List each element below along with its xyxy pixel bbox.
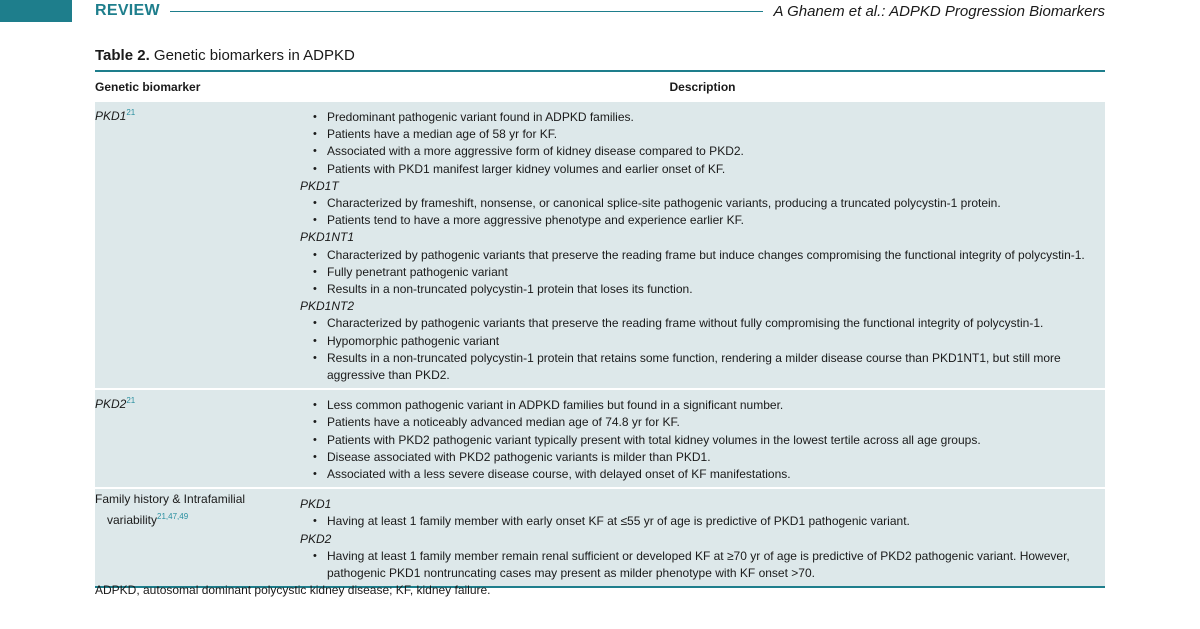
- table-caption-text: Genetic biomarkers in ADPKD: [153, 47, 355, 64]
- list-item: • Fully penetrant pathogenic variant: [300, 264, 1101, 281]
- list-item: • Having at least 1 family member with early onset KF at ≤55 yr of age is predictive of PKD1 pathogenic variant.: [300, 513, 1101, 530]
- bullet-list: [300, 548, 1101, 582]
- list-item: • Characterized by frameshift, nonsense, or canonical splice-site pathogenic variants, producing a truncated polycystin-1 protein.: [300, 195, 1101, 212]
- list-item: • Predominant pathogenic variant found in ADPKD families.: [300, 109, 1101, 126]
- list-item: • Having at least 1 family member remain renal sufficient or developed KF at ≥70 yr of age is predictive of PKD2 pathogenic variant. However, pathogenic PKD1 nontruncating cases may present as milder phenotype with KF onset >70.: [300, 548, 1101, 582]
- biomarker-label: Family history & Intrafamilial: [95, 492, 246, 507]
- list-item: • Patients have a noticeably advanced median age of 74.8 yr for KF.: [300, 414, 1101, 431]
- bullet-list: [300, 315, 1101, 384]
- reference-citation: 21: [126, 396, 136, 406]
- reference-citation: 21: [126, 108, 136, 117]
- running-title: A Ghanem et al.: ADPKD Progression Biomarkers: [773, 2, 1105, 20]
- biomarker-cell: [95, 102, 300, 388]
- column-header-description: Description: [669, 80, 736, 94]
- list-item: • Associated with a less severe disease course, with delayed onset of KF manifestations.: [300, 466, 1101, 483]
- list-item: • Associated with a more aggressive form of kidney disease compared to PKD2.: [300, 143, 1101, 160]
- subgroup-title: PKD1: [300, 497, 332, 512]
- biomarker-label: PKD2: [95, 397, 127, 412]
- list-item: • Characterized by pathogenic variants that preserve the reading frame without fully compromising the functional integrity of polycystin-1.: [300, 315, 1101, 332]
- biomarker-label-cont: [95, 508, 300, 529]
- list-item: • Less common pathogenic variant in ADPKD families but found in a significant number.: [300, 397, 1101, 414]
- list-item: • Patients with PKD2 pathogenic variant typically present with total kidney volumes in the lowest tertile across all age groups.: [300, 432, 1101, 449]
- table-caption-label: Table 2.: [95, 47, 150, 64]
- table-row: [95, 388, 1105, 487]
- subgroup-title: PKD1NT2: [300, 299, 355, 314]
- list-item: • Patients tend to have a more aggressive phenotype and experience earlier KF.: [300, 212, 1101, 229]
- description-cell: [300, 102, 1105, 388]
- biomarker-label-line2: variability: [107, 513, 158, 528]
- biomarker-cell: [95, 489, 300, 586]
- column-header-biomarker: Genetic biomarker: [95, 80, 201, 94]
- table-row: [95, 487, 1105, 586]
- table-caption: [95, 47, 355, 64]
- bullet-list: [300, 513, 1101, 530]
- list-item: • Results in a non-truncated polycystin-1 protein that retains some function, rendering a milder disease course than PKD1NT1, but still more aggressive than PKD2.: [300, 350, 1101, 384]
- list-item: • Results in a non-truncated polycystin-1 protein that loses its function.: [300, 281, 1101, 298]
- table-footnote: ADPKD, autosomal dominant polycystic kidney disease; KF, kidney failure.: [95, 583, 491, 597]
- list-item: • Patients have a median age of 58 yr for KF.: [300, 126, 1101, 143]
- list-item: • Characterized by pathogenic variants that preserve the reading frame but induce changes compromising the functional integrity of polycystin-1.: [300, 247, 1101, 264]
- table-row: [95, 102, 1105, 388]
- list-item: • Patients with PKD1 manifest larger kidney volumes and earlier onset of KF.: [300, 161, 1101, 178]
- biomarker-cell: [95, 390, 300, 487]
- section-label: REVIEW: [95, 2, 160, 19]
- header-rule: [170, 11, 764, 12]
- list-item: • Disease associated with PKD2 pathogenic variants is milder than PKD1.: [300, 449, 1101, 466]
- bullet-list: [300, 397, 1101, 483]
- corner-accent-bar: [0, 0, 72, 22]
- bullet-list: [300, 247, 1101, 299]
- biomarker-table: [95, 70, 1105, 588]
- biomarker-label: PKD1: [95, 109, 127, 123]
- description-cell: [300, 390, 1105, 487]
- subgroup-title: PKD1T: [300, 178, 339, 193]
- bullet-list: [300, 109, 1101, 178]
- bullet-list: [300, 195, 1101, 229]
- description-cell: [300, 489, 1105, 586]
- list-item: • Hypomorphic pathogenic variant: [300, 333, 1101, 350]
- reference-citation: 21,47,49: [157, 512, 189, 522]
- subgroup-title: PKD1NT1: [300, 230, 355, 245]
- running-header: [95, 0, 1105, 22]
- table-header-row: [95, 72, 1105, 102]
- subgroup-title: PKD2: [300, 531, 332, 546]
